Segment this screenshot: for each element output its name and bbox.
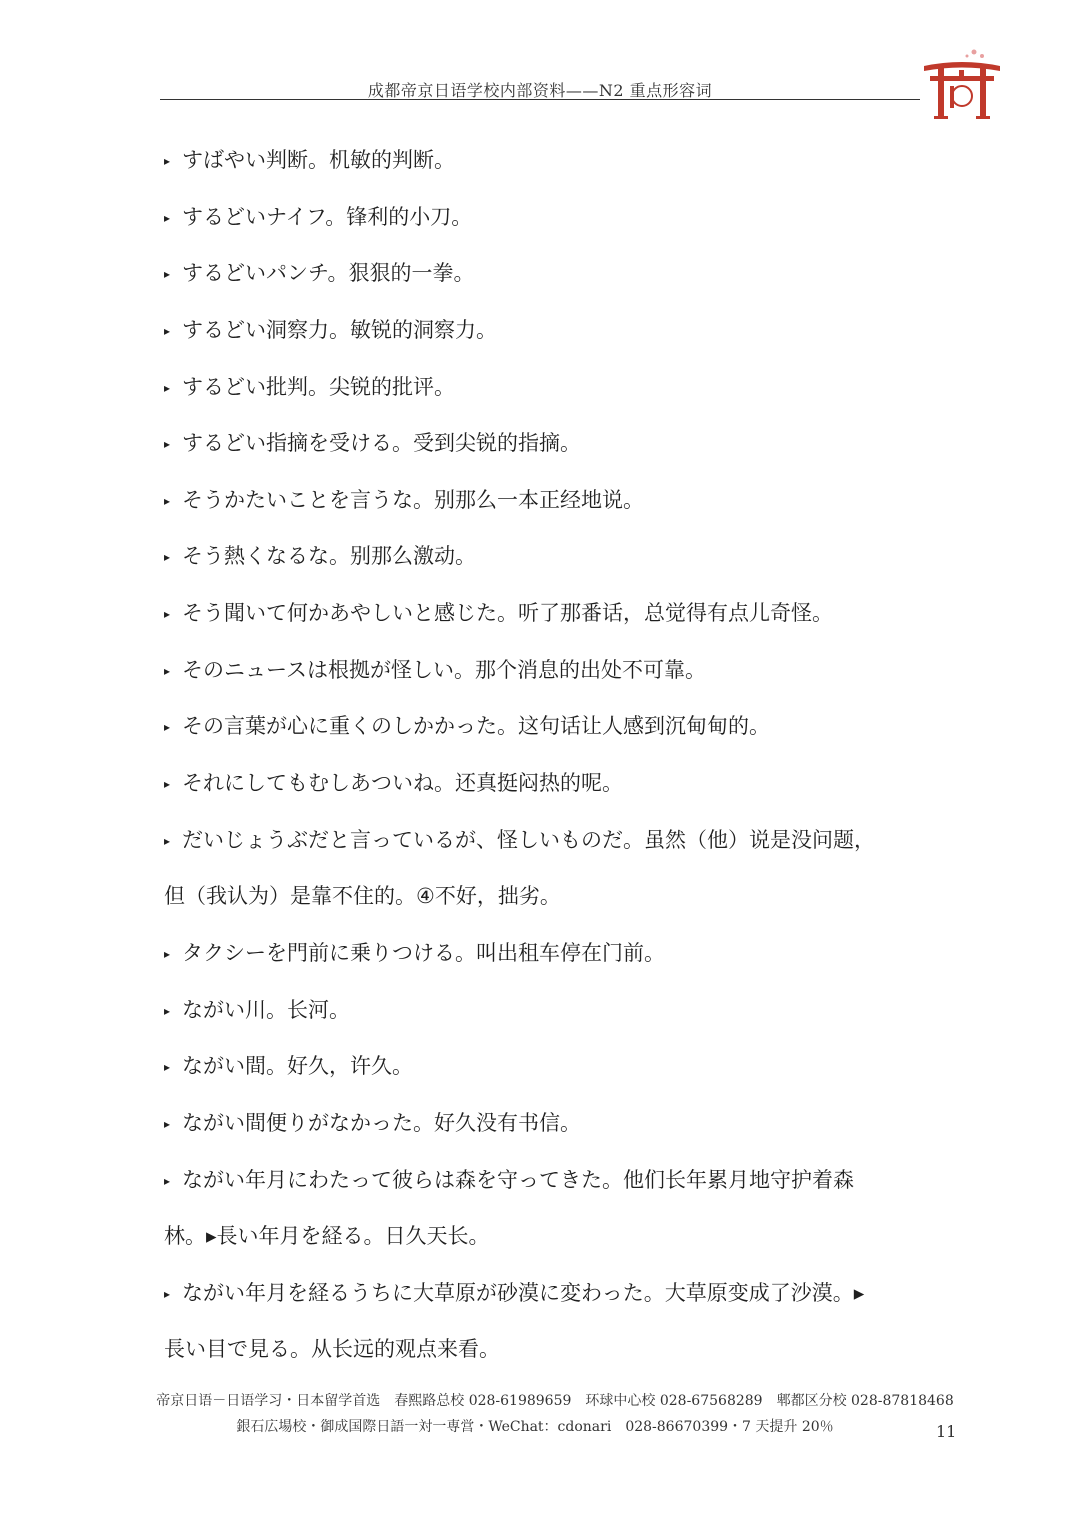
text-line-continuation <box>164 1327 924 1384</box>
text-line <box>164 1158 924 1215</box>
footer-contact-line-1: 帝京日语－日语学习・日本留学首选 春熙路总校 028-61989659 环球中心校 028-67568289 郫都区分校 028-87818468 <box>156 1393 954 1409</box>
line-text: その言葉が心に重くのしかかった。这句话让人感到沉甸甸的。 <box>182 714 770 739</box>
text-line <box>164 365 924 422</box>
text-line <box>164 195 924 252</box>
line-text: そのニュースは根拠が怪しい。那个消息的出处不可靠。 <box>182 657 706 682</box>
text-line <box>164 761 924 818</box>
line-text: だいじょうぶだと言っているが、怪しいものだ。虽然（他）说是没问题， <box>182 827 875 852</box>
line-text: するどい洞察力。敏锐的洞察力。 <box>182 317 497 342</box>
bullet-icon: ▸ <box>164 1116 171 1131</box>
bullet-icon: ▸ <box>164 1286 171 1301</box>
text-line <box>164 534 924 591</box>
text-line <box>164 931 924 988</box>
text-line <box>164 1271 924 1328</box>
text-line <box>164 251 924 308</box>
line-text: すばやい判断。机敏的判断。 <box>182 148 455 172</box>
line-text: 林。▸長い年月を経る。日久天长。 <box>164 1224 490 1249</box>
line-text: するどいナイフ。锋利的小刀。 <box>182 204 473 229</box>
line-text: そう聞いて何かあやしいと感じた。听了那番话，总觉得有点儿奇怪。 <box>182 601 833 626</box>
line-text: ながい間。好久，许久。 <box>182 1054 413 1079</box>
text-line <box>164 648 924 705</box>
bullet-icon: ▸ <box>164 1173 171 1188</box>
bullet-icon: ▸ <box>164 1003 171 1018</box>
text-line <box>164 818 924 875</box>
line-text: そうかたいことを言うな。别那么一本正经地说。 <box>182 487 644 512</box>
bullet-icon: ▸ <box>164 1060 171 1075</box>
bullet-icon: ▸ <box>164 380 171 395</box>
bullet-icon: ▸ <box>164 663 171 678</box>
line-text: そう熱くなるな。别那么激动。 <box>182 544 476 569</box>
line-text: するどい指摘を受ける。受到尖锐的指摘。 <box>182 431 581 456</box>
header-title: 成都帝京日语学校内部资料——N2 重点形容词 <box>367 81 713 100</box>
text-line-continuation <box>164 874 924 931</box>
line-text: するどい批判。尖锐的批评。 <box>182 374 455 399</box>
bullet-icon: ▸ <box>164 777 171 792</box>
text-line <box>164 138 924 195</box>
bullet-icon: ▸ <box>164 833 171 848</box>
bullet-icon: ▸ <box>164 720 171 735</box>
line-text: ながい年月にわたって彼らは森を守ってきた。他们长年累月地守护着森 <box>182 1167 854 1192</box>
content-body <box>164 138 924 1384</box>
line-text: 但（我认为）是靠不住的。④不好，拙劣。 <box>164 884 561 909</box>
bullet-icon: ▸ <box>164 550 171 565</box>
torii-logo-icon <box>920 46 1004 120</box>
line-text: タクシーを門前に乗りつける。叫出租车停在门前。 <box>182 940 665 965</box>
text-line <box>164 988 924 1045</box>
text-line <box>164 704 924 761</box>
text-line-continuation <box>164 1214 924 1271</box>
line-text: 長い目で見る。从长远的观点来看。 <box>164 1337 500 1362</box>
line-text: ながい間便りがなかった。好久没有书信。 <box>182 1110 581 1135</box>
text-line <box>164 1101 924 1158</box>
header-rule <box>160 99 920 100</box>
text-line <box>164 591 924 648</box>
text-line <box>164 308 924 365</box>
bullet-icon: ▸ <box>164 210 171 225</box>
bullet-icon: ▸ <box>164 154 171 168</box>
text-line <box>164 1044 924 1101</box>
footer-contact-line-2: 銀石広場校・御成国際日語一対一専営・WeChat：cdonari 028-86670399・7 天提升 20％ <box>236 1419 834 1435</box>
text-line <box>164 478 924 535</box>
line-text: ながい川。长河。 <box>182 997 350 1022</box>
line-text: ながい年月を経るうちに大草原が砂漠に変わった。大草原变成了沙漠。▸ <box>182 1280 865 1305</box>
bullet-icon: ▸ <box>164 437 171 452</box>
line-text: するどいパンチ。狠狠的一拳。 <box>182 261 475 286</box>
bullet-icon: ▸ <box>164 946 171 961</box>
line-text: それにしてもむしあついね。还真挺闷热的呢。 <box>182 771 623 796</box>
page-number: 11 <box>936 1422 957 1441</box>
text-line <box>164 421 924 478</box>
bullet-icon: ▸ <box>164 323 171 338</box>
bullet-icon: ▸ <box>164 267 171 282</box>
bullet-icon: ▸ <box>164 493 171 508</box>
bullet-icon: ▸ <box>164 607 171 622</box>
